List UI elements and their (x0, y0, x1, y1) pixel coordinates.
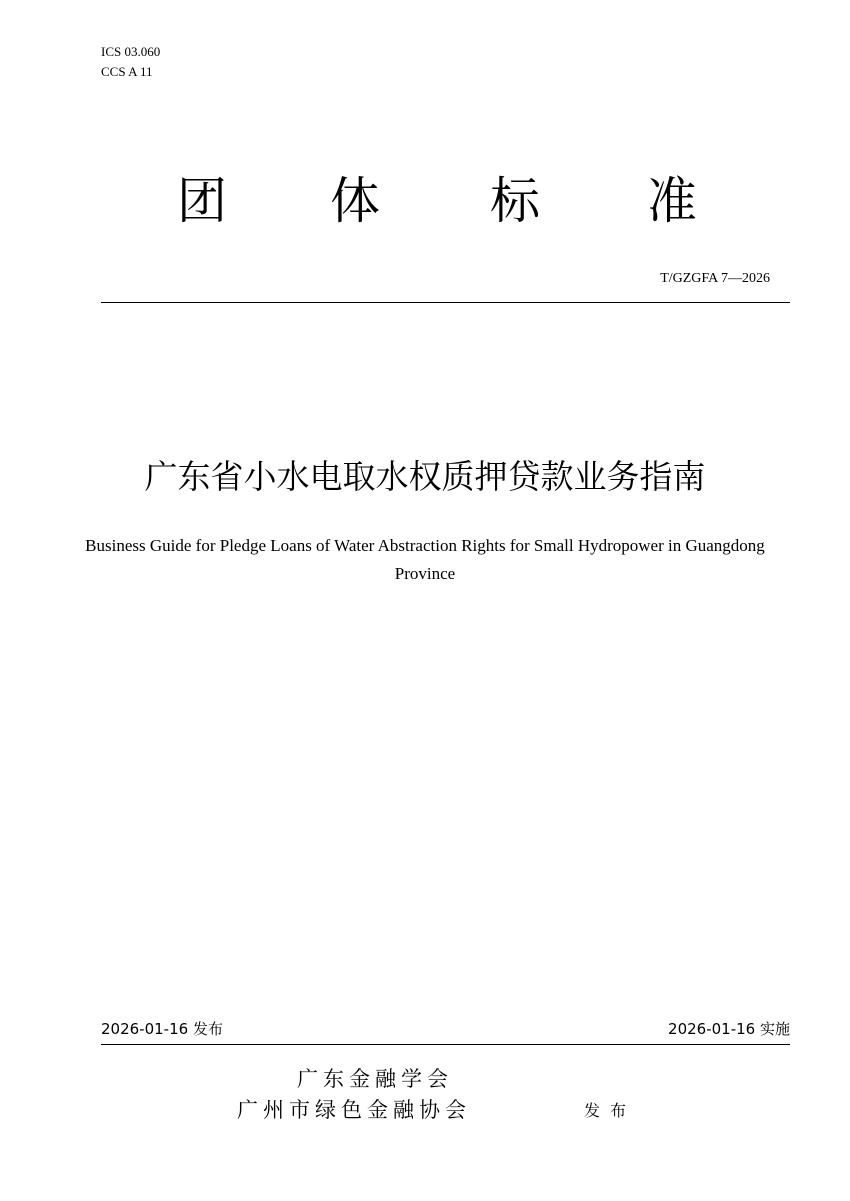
standard-type-char: 体 (330, 172, 380, 230)
title-english: Business Guide for Pledge Loans of Water Abstraction Rights for Small Hydropower in Guangdong Province (85, 536, 765, 583)
bottom-divider (101, 1044, 790, 1045)
issuing-organization-2: 广州市绿色金融协会 (237, 1098, 471, 1122)
standard-number: T/GZGFA 7—2026 (660, 271, 770, 286)
standard-type-heading (0, 166, 850, 236)
ics-code: ICS 03.060 (101, 44, 161, 59)
implement-date: 2026-01-16 实施 (668, 1020, 790, 1038)
issuing-organization-1: 广东金融学会 (297, 1067, 453, 1091)
issue-label: 发布 (584, 1101, 637, 1120)
publish-date: 2026-01-16 发布 (101, 1020, 223, 1038)
top-divider (101, 302, 790, 303)
standard-type-char: 标 (490, 172, 540, 230)
standard-type-char: 团 (177, 172, 227, 230)
ccs-code: CCS A 11 (101, 64, 153, 79)
standard-type-char: 准 (647, 172, 697, 230)
title-chinese: 广东省小水电取水权质押贷款业务指南 (144, 457, 706, 496)
